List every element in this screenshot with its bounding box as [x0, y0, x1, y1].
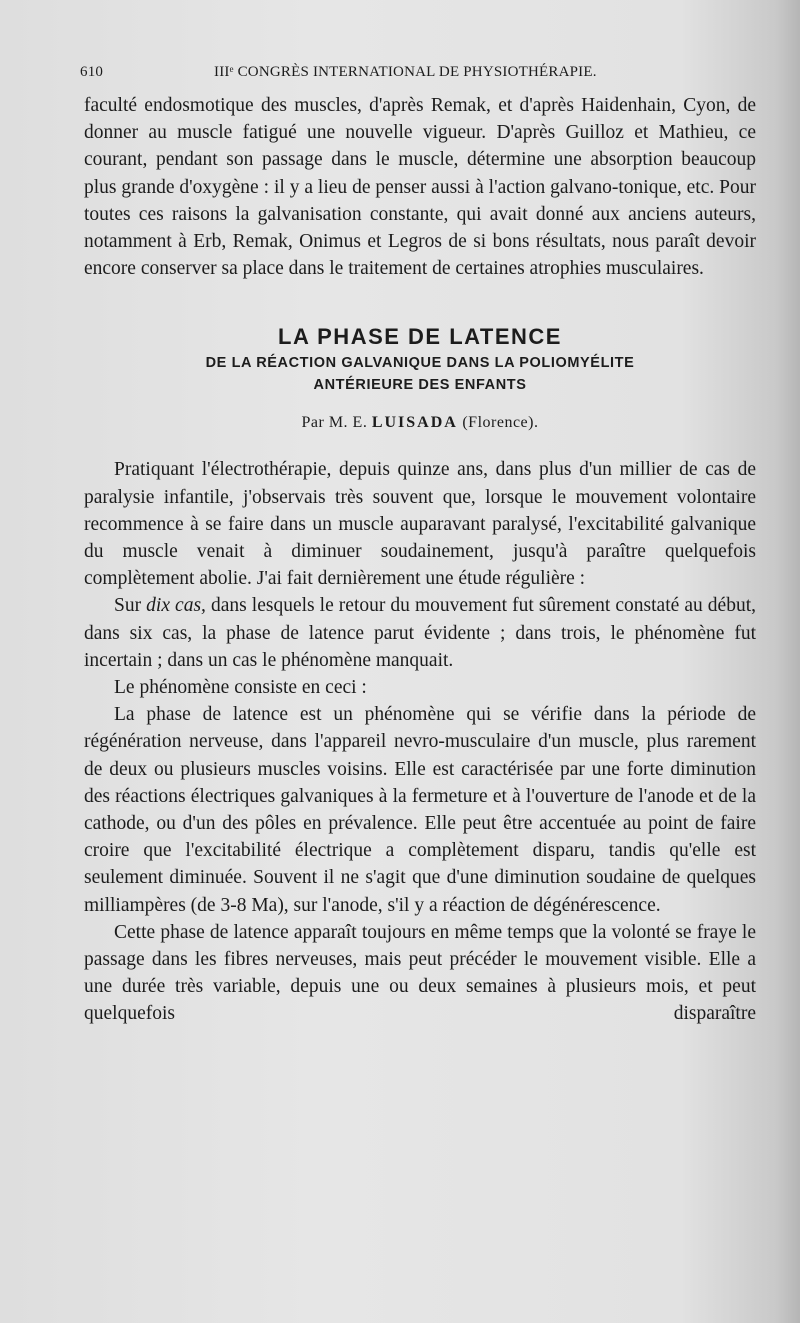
- article-heading: [84, 324, 756, 434]
- author-prefix: Par M. E.: [301, 414, 368, 432]
- running-title: IIIᵉ CONGRÈS INTERNATIONAL DE PHYSIOTHÉRAPIE.: [214, 64, 597, 80]
- paragraph-2-lead: Sur: [114, 595, 142, 617]
- paragraph-2: [84, 592, 756, 674]
- author-line: [84, 412, 756, 434]
- paragraph-4: La phase de latence est un phénomène qui se vérifie dans la période de régénération nerveuse, dans l'appareil nevro-musculaire d'un muscle, plus rarement de deux ou plusieurs muscles voisins. Elle est caractérisée par une forte diminution des réactions électriques galvaniques à la fermeture et à l'ouverture de l'anode et de la cathode, ou d'un des pôles en prévalence. Elle peut être accentuée au point de faire croire que l'excitabilité électrique a complètement disparu, tandis qu'elle est seulement diminuée. Souvent il ne s'agit que d'une diminution soudaine de quelques milliampères (de 3-8 Ma), sur l'anode, s'il y a réaction de dégénérescence.: [84, 704, 756, 916]
- page-number: 610: [80, 64, 104, 80]
- paragraph-3: Le phénomène consiste en ceci :: [114, 677, 367, 699]
- article-title: LA PHASE DE LATENCE: [278, 324, 562, 350]
- paragraph-2-italic: dix cas,: [146, 595, 206, 617]
- paragraph-1: Pratiquant l'électrothérapie, depuis quinze ans, dans plus d'un millier de cas de paralysie infantile, j'observais très souvent que, lorsque le mouvement volontaire recommence à se faire dans un muscle auparavant paralysé, l'excitabilité galvanique du muscle venait à diminuer soudainement, jusqu'à paraître quelquefois complètement abolie. J'ai fait dernièrement une étude régulière :: [84, 459, 756, 590]
- paragraph-5: Cette phase de latence apparaît toujours en même temps que la volonté se fraye le passage dans les fibres nerveuses, mais peut précéder le mouvement visible. Elle a une durée très variable, depuis une ou deux semaines à plusieurs mois, et peut quelquefois disparaître: [84, 921, 756, 1025]
- author-name: LUISADA: [371, 414, 458, 432]
- article-subtitle-line-1: DE LA RÉACTION GALVANIQUE DANS LA POLIOMYÉLITE: [205, 355, 635, 372]
- article-subtitle-line-2: ANTÉRIEURE DES ENFANTS: [313, 377, 527, 394]
- paragraph-2-rest: dans lesquels le retour du mouvement fut sûrement constaté au début, dans six cas, la phase de latence parut évidente ; dans trois, le phénomène fut incertain ; dans un cas le phénomène manquait.: [84, 595, 756, 671]
- page-body: [84, 92, 756, 1028]
- intro-paragraph: faculté endosmotique des muscles, d'après Remak, et d'après Haidenhain, Cyon, de donner au muscle fatigué une nouvelle vigueur. D'après Guilloz et Mathieu, ce courant, pendant son passage dans le muscle, détermine une absorption beaucoup plus grande d'oxygène : il y a lieu de penser aussi à l'action galvano-tonique, etc. Pour toutes ces raisons la galvanisation constante, qui avait donné aux anciens auteurs, notamment à Erb, Remak, Onimus et Legros de si bons résultats, nous paraît devoir encore conserver sa place dans le traitement de certaines atrophies musculaires.: [84, 95, 756, 280]
- author-place: (Florence).: [462, 414, 539, 432]
